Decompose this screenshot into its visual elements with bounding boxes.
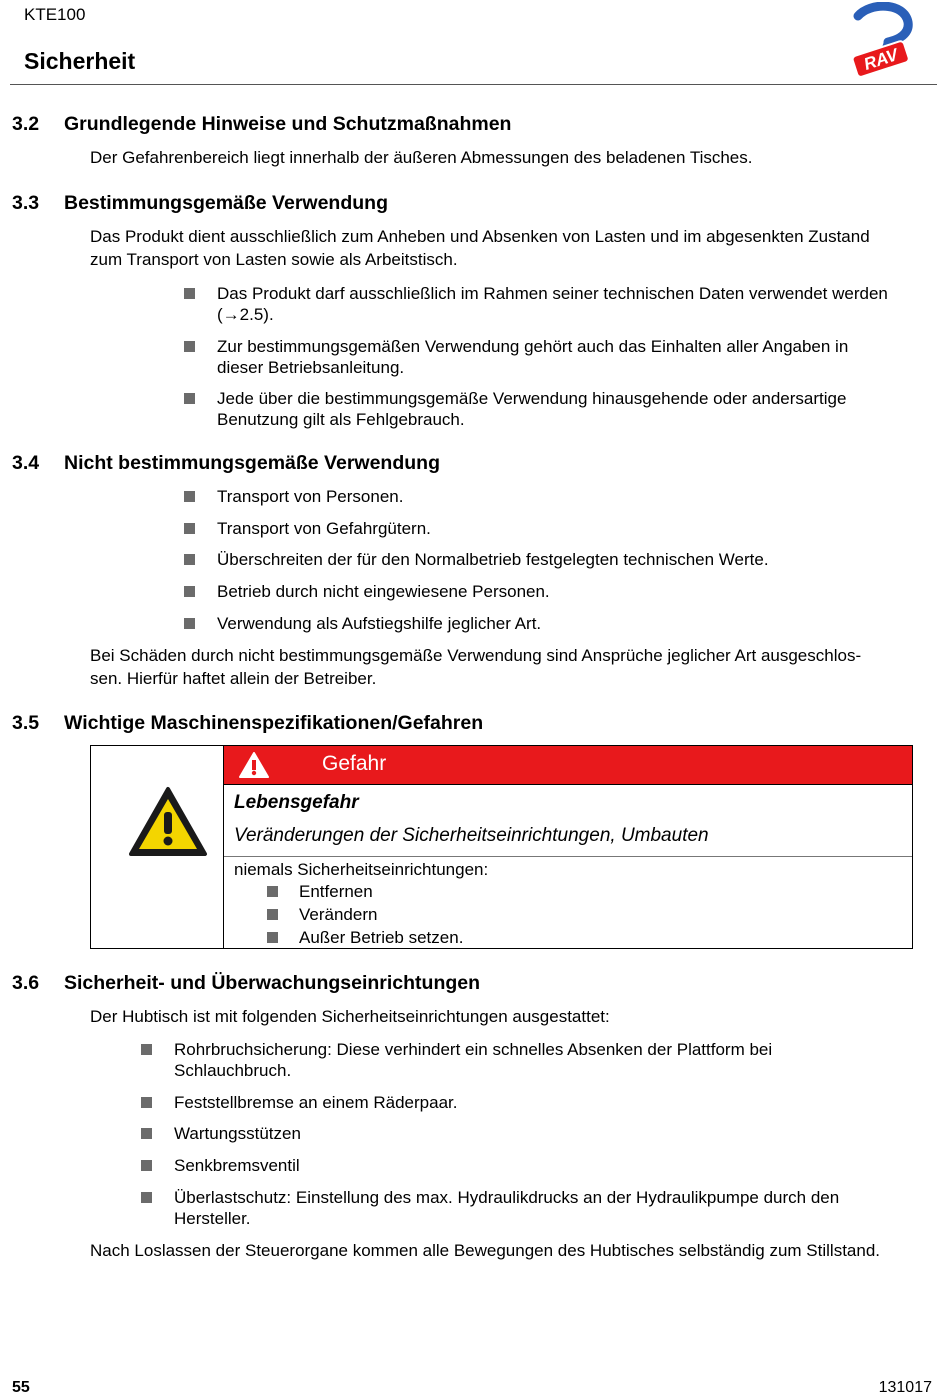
bullet-square-icon	[184, 523, 195, 534]
warning-instruction: niemals Sicherheitseinrichtungen:	[234, 860, 489, 879]
header-divider	[10, 84, 937, 85]
bullet-square-icon	[184, 586, 195, 597]
list-item	[184, 518, 431, 539]
bullet-square-icon	[184, 341, 195, 352]
paragraph-line: Das Produkt dient ausschließlich zum Anheben und Absenken von Lasten und im abgesenkten Zustand	[90, 227, 870, 246]
section-number: 3.5	[12, 712, 40, 734]
danger-warning-box	[90, 745, 913, 949]
list-item	[267, 881, 373, 902]
list-item	[184, 549, 769, 570]
section-heading-3-4	[12, 452, 440, 475]
list-item-text: dieser Betriebsanleitung.	[217, 358, 405, 377]
paragraph: Der Hubtisch ist mit folgenden Sicherheitseinrichtungen ausgestattet:	[90, 1007, 610, 1026]
section-number: 3.6	[12, 972, 40, 994]
section-title: Sicherheit- und Überwachungseinrichtungen	[64, 972, 481, 994]
list-item-text: Rohrbruchsicherung: Diese verhindert ein schnelles Absenken der Plattform bei	[174, 1040, 773, 1059]
list-item	[184, 486, 403, 507]
warning-triangle-icon	[128, 786, 208, 858]
list-item	[141, 1092, 457, 1113]
list-item-text: Zur bestimmungsgemäßen Verwendung gehört auch das Einhalten aller Angaben in	[217, 337, 849, 356]
list-item-text: Überschreiten der für den Normalbetrieb festgelegten technischen Werte.	[217, 550, 769, 569]
list-item	[141, 1123, 301, 1144]
warning-divider	[224, 856, 912, 857]
list-item-text: Schlauchbruch.	[174, 1061, 292, 1080]
section-number: 3.3	[12, 192, 40, 214]
list-item-text: Transport von Personen.	[217, 487, 404, 506]
hazard-type: Lebensgefahr	[234, 792, 359, 813]
bullet-square-icon	[267, 909, 278, 920]
hazard-source: Veränderungen der Sicherheitseinrichtungen, Umbauten	[234, 825, 709, 846]
bullet-square-icon	[267, 886, 278, 897]
list-item	[141, 1155, 300, 1176]
warning-symbol-cell	[91, 746, 224, 948]
section-heading-3-5	[12, 712, 483, 735]
list-item-text: Jede über die bestimmungsgemäße Verwendung hinausgehende oder andersartige	[217, 389, 847, 408]
section-title: Wichtige Maschinenspezifikationen/Gefahren	[64, 712, 484, 734]
bullet-square-icon	[184, 618, 195, 629]
list-item-text: Verändern	[299, 905, 378, 924]
list-item	[267, 904, 377, 925]
signal-word-bar	[224, 746, 912, 785]
section-heading-3-2	[12, 113, 511, 136]
chapter-title: Sicherheit	[24, 48, 136, 74]
list-item-text: Das Produkt darf ausschließlich im Rahmen seiner technischen Daten verwendet werden	[217, 284, 888, 303]
list-item-text: Wartungsstützen	[174, 1124, 301, 1143]
list-item	[184, 336, 848, 378]
bullet-square-icon	[141, 1192, 152, 1203]
section-title: Bestimmungsgemäße Verwendung	[64, 192, 388, 214]
paragraph-line: Bei Schäden durch nicht bestimmungsgemäße Verwendung sind Ansprüche jeglicher Art ausgeschlos-	[90, 646, 862, 665]
closing-paragraph: Nach Loslassen der Steuerorgane kommen alle Bewegungen des Hubtisches selbständig zum Stillstand.	[90, 1241, 881, 1260]
list-item-text: Feststellbremse an einem Räderpaar.	[174, 1093, 458, 1112]
bullet-square-icon	[184, 554, 195, 565]
bullet-square-icon	[184, 393, 195, 404]
bullet-square-icon	[141, 1160, 152, 1171]
list-item-text: (→2.5).	[217, 305, 274, 324]
list-item-text: Verwendung als Aufstiegshilfe jeglicher Art.	[217, 614, 542, 633]
bullet-square-icon	[141, 1044, 152, 1055]
section-heading-3-3	[12, 192, 388, 215]
list-item	[184, 283, 888, 325]
list-item-text: Überlastschutz: Einstellung des max. Hydraulikdrucks an der Hydraulikpumpe durch den	[174, 1188, 840, 1207]
document-model: KTE100	[24, 5, 86, 24]
list-item	[184, 388, 846, 430]
section-number: 3.4	[12, 452, 40, 474]
bullet-square-icon	[184, 491, 195, 502]
list-item-text: Entfernen	[299, 882, 373, 901]
document-code: 131017	[878, 1379, 932, 1396]
bullet-square-icon	[267, 932, 278, 943]
list-item-text: Außer Betrieb setzen.	[299, 928, 464, 947]
section-title: Grundlegende Hinweise und Schutzmaßnahmen	[64, 113, 512, 135]
paragraph: Der Gefahrenbereich liegt innerhalb der äußeren Abmessungen des beladenen Tisches.	[90, 148, 753, 167]
list-item-text: Senkbremsventil	[174, 1156, 300, 1175]
paragraph-line: sen. Hierfür haftet allein der Betreiber.	[90, 669, 377, 688]
small-warning-icon	[238, 751, 270, 779]
svg-text:RAV: RAV	[861, 45, 901, 74]
paragraph	[90, 225, 870, 271]
page-number: 55	[12, 1379, 30, 1396]
list-item	[267, 927, 463, 948]
section-number: 3.2	[12, 113, 40, 135]
list-item	[184, 581, 550, 602]
list-item-text: Transport von Gefahrgütern.	[217, 519, 431, 538]
bullet-square-icon	[141, 1097, 152, 1108]
section-heading-3-6	[12, 972, 480, 995]
list-item-text: Hersteller.	[174, 1209, 251, 1228]
bullet-square-icon	[141, 1128, 152, 1139]
paragraph	[90, 644, 861, 690]
section-title: Nicht bestimmungsgemäße Verwendung	[64, 452, 440, 474]
list-item	[184, 613, 541, 634]
rav-logo	[848, 2, 914, 76]
bullet-square-icon	[184, 288, 195, 299]
list-item	[141, 1039, 772, 1081]
list-item-text: Benutzung gilt als Fehlgebrauch.	[217, 410, 465, 429]
paragraph-line: zum Transport von Lasten sowie als Arbeitstisch.	[90, 250, 458, 269]
signal-word: Gefahr	[322, 752, 387, 775]
list-item-text: Betrieb durch nicht eingewiesene Personen.	[217, 582, 550, 601]
list-item	[141, 1187, 839, 1229]
